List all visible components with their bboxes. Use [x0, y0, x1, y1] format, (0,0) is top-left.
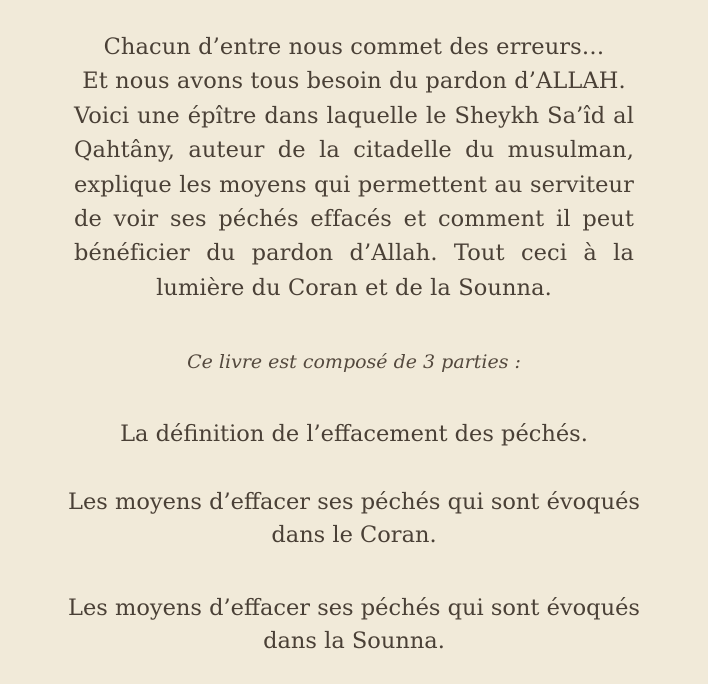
part-2 [0, 486, 708, 552]
part-3 [0, 592, 708, 658]
part-2-line-1: Les moyens d’effacer ses péchés qui sont évoqués [68, 489, 640, 515]
intro-line-2: Et nous avons tous besoin du pardon d’ALLAH. [82, 68, 626, 95]
parts-subtitle: Ce livre est composé de 3 parties : [187, 351, 521, 373]
intro-line-1: Chacun d’entre nous commet des erreurs… [103, 34, 605, 60]
intro-line-8: lumière du Coran et de la Sounna. [156, 274, 552, 301]
intro-line-7: bénéficier du pardon d’Allah. Tout ceci à la [74, 240, 634, 267]
part-1-line-1: La définition de l’effacement des péchés. [120, 421, 588, 447]
intro-paragraph [74, 30, 634, 305]
intro-line-4: Qahtâny, auteur de la citadelle du musulman, [74, 137, 634, 164]
part-2-line-2: dans le Coran. [271, 522, 437, 548]
intro-line-6: de voir ses péchés effacés et comment il peut [74, 206, 634, 233]
part-3-line-2: dans la Sounna. [263, 628, 445, 654]
intro-line-5: explique les moyens qui permettent au serviteur [74, 171, 634, 198]
part-1 [0, 418, 708, 451]
intro-line-3: Voici une épître dans laquelle le Sheykh Sa’îd al [74, 102, 634, 129]
part-3-line-1: Les moyens d’effacer ses péchés qui sont évoqués [68, 595, 640, 621]
